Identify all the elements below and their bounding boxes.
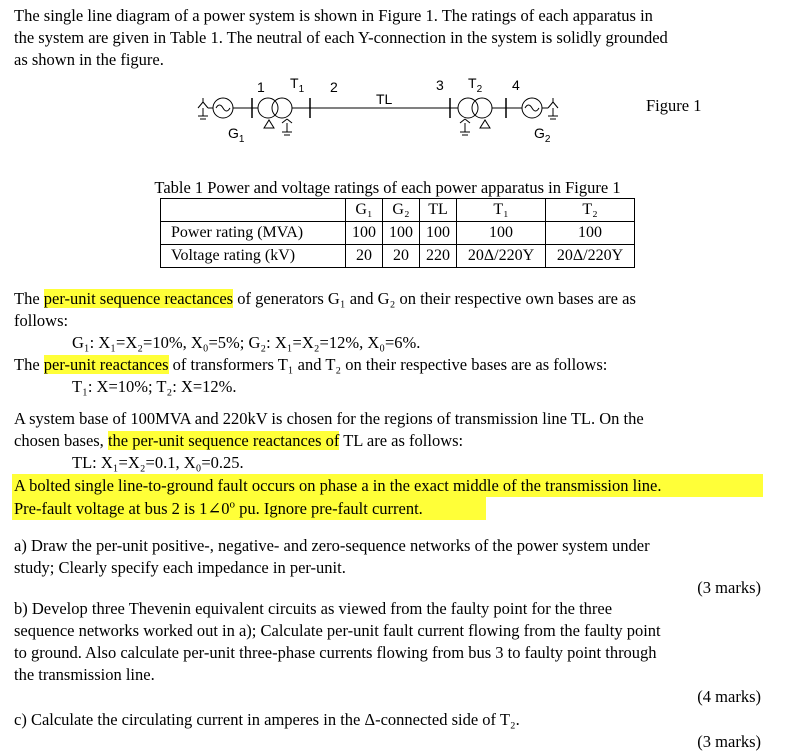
table-cell: 100 bbox=[346, 222, 383, 245]
t2-wye-ground-symbol bbox=[460, 119, 470, 135]
xfmr-values: T₁: X=10%; T₂: X=12%. bbox=[72, 377, 237, 396]
t1-wye-ground-symbol bbox=[282, 119, 292, 135]
row-label: Power rating (MVA) bbox=[161, 222, 346, 245]
table-cell: 20Δ/220Y bbox=[457, 245, 546, 268]
highlight: per-unit sequence reactances bbox=[43, 289, 234, 308]
t2-transformer-icon bbox=[458, 98, 492, 118]
xfmr-intro-line: The per-unit reactances of transformers T₁ and T₂ on their respective bases are as follows: bbox=[14, 355, 608, 374]
qb-marks: (4 marks) bbox=[697, 687, 761, 706]
highlight: the per-unit sequence reactances of bbox=[107, 431, 340, 450]
table-row bbox=[161, 245, 635, 268]
g2-generator-icon bbox=[522, 98, 542, 118]
qc-line-1: c) Calculate the circulating current in amperes in the Δ-connected side of T₂. bbox=[14, 710, 520, 729]
gen-values: G₁: X₁=X₂=10%, X₀=5%; G₂: X₁=X₂=12%, X₀=6%. bbox=[72, 333, 421, 352]
g2-label: $G_2$ bbox=[534, 125, 551, 145]
qc-marks: (3 marks) bbox=[697, 732, 761, 751]
table-cell: 100 bbox=[457, 222, 546, 245]
table-header-row bbox=[161, 199, 635, 222]
table-corner-cell bbox=[161, 199, 346, 222]
t1-transformer-icon bbox=[258, 98, 292, 118]
qa-marks: (3 marks) bbox=[697, 578, 761, 597]
t2-delta-icon bbox=[480, 120, 490, 128]
table-header-cell: G₂ bbox=[383, 199, 420, 222]
g2-wye-ground-symbol bbox=[548, 98, 558, 119]
intro-line-3: as shown in the figure. bbox=[14, 50, 164, 69]
table-cell: 20Δ/220Y bbox=[546, 245, 635, 268]
t1-delta-icon bbox=[264, 120, 274, 128]
bus-1-label: 1 bbox=[257, 79, 265, 95]
single-line-diagram bbox=[190, 72, 610, 152]
g1-generator-icon bbox=[213, 98, 233, 118]
tl-line-1: A system base of 100MVA and 220kV is chosen for the regions of transmission line TL. On the bbox=[14, 409, 644, 428]
bus-3-label: 3 bbox=[436, 77, 444, 93]
t1-label: $T_1$ bbox=[290, 75, 305, 95]
table-cell: 100 bbox=[546, 222, 635, 245]
qb-line-4: the transmission line. bbox=[14, 665, 155, 684]
ratings-table bbox=[160, 198, 635, 268]
g1-label: $G_1$ bbox=[228, 125, 245, 145]
table-row bbox=[161, 222, 635, 245]
qb-line-1: b) Develop three Thevenin equivalent circuits as viewed from the faulty point for the three bbox=[14, 599, 613, 618]
table-header-cell: G₁ bbox=[346, 199, 383, 222]
qa-line-2: study; Clearly specify each impedance in per-unit. bbox=[14, 558, 346, 577]
table-caption: Table 1 Power and voltage ratings of each power apparatus in Figure 1 bbox=[154, 178, 621, 197]
figure-label: Figure 1 bbox=[646, 96, 702, 115]
table-header-cell: TL bbox=[420, 199, 457, 222]
table-header-cell: T₂ bbox=[546, 199, 635, 222]
bus-2-label: 2 bbox=[330, 79, 338, 95]
intro-line-2: the system are given in Table 1. The neutral of each Y-connection in the system is solidly grounded bbox=[14, 28, 668, 47]
table-cell: 100 bbox=[383, 222, 420, 245]
table-header-cell: T₁ bbox=[457, 199, 546, 222]
tl-label: TL bbox=[376, 91, 393, 107]
gen-intro-cont: follows: bbox=[14, 311, 69, 330]
highlight: per-unit reactances bbox=[43, 355, 169, 374]
tl-line-2: chosen bases, the per-unit sequence reactances of TL are as follows: bbox=[14, 431, 464, 450]
t2-label: $T_2$ bbox=[468, 75, 483, 95]
qa-line-1: a) Draw the per-unit positive-, negative- and zero-sequence networks of the power system under bbox=[14, 536, 650, 555]
intro-line-1: The single line diagram of a power system is shown in Figure 1. The ratings of each apparatus in bbox=[14, 6, 653, 25]
g1-wye-ground-symbol bbox=[198, 98, 213, 119]
row-label: Voltage rating (kV) bbox=[161, 245, 346, 268]
bus-4-label: 4 bbox=[512, 77, 520, 93]
fault-line-1: A bolted single line-to-ground fault occurs on phase a in the exact middle of the transmission line. bbox=[14, 476, 662, 495]
gen-intro-line: The per-unit sequence reactances of generators G₁ and G₂ on their respective own bases are as bbox=[14, 289, 636, 308]
qb-line-2: sequence networks worked out in a); Calculate per-unit fault current flowing from the faulty point bbox=[14, 621, 661, 640]
tl-values: TL: X₁=X₂=0.1, X₀=0.25. bbox=[72, 453, 244, 472]
fault-line-2: Pre-fault voltage at bus 2 is 1∠0$^o$ pu. Ignore pre-fault current. bbox=[14, 498, 423, 518]
qb-line-3: to ground. Also calculate per-unit three-phase currents flowing from bus 3 to faulty point through bbox=[14, 643, 657, 662]
table-cell: 220 bbox=[420, 245, 457, 268]
table-cell: 100 bbox=[420, 222, 457, 245]
table-cell: 20 bbox=[383, 245, 420, 268]
table-cell: 20 bbox=[346, 245, 383, 268]
